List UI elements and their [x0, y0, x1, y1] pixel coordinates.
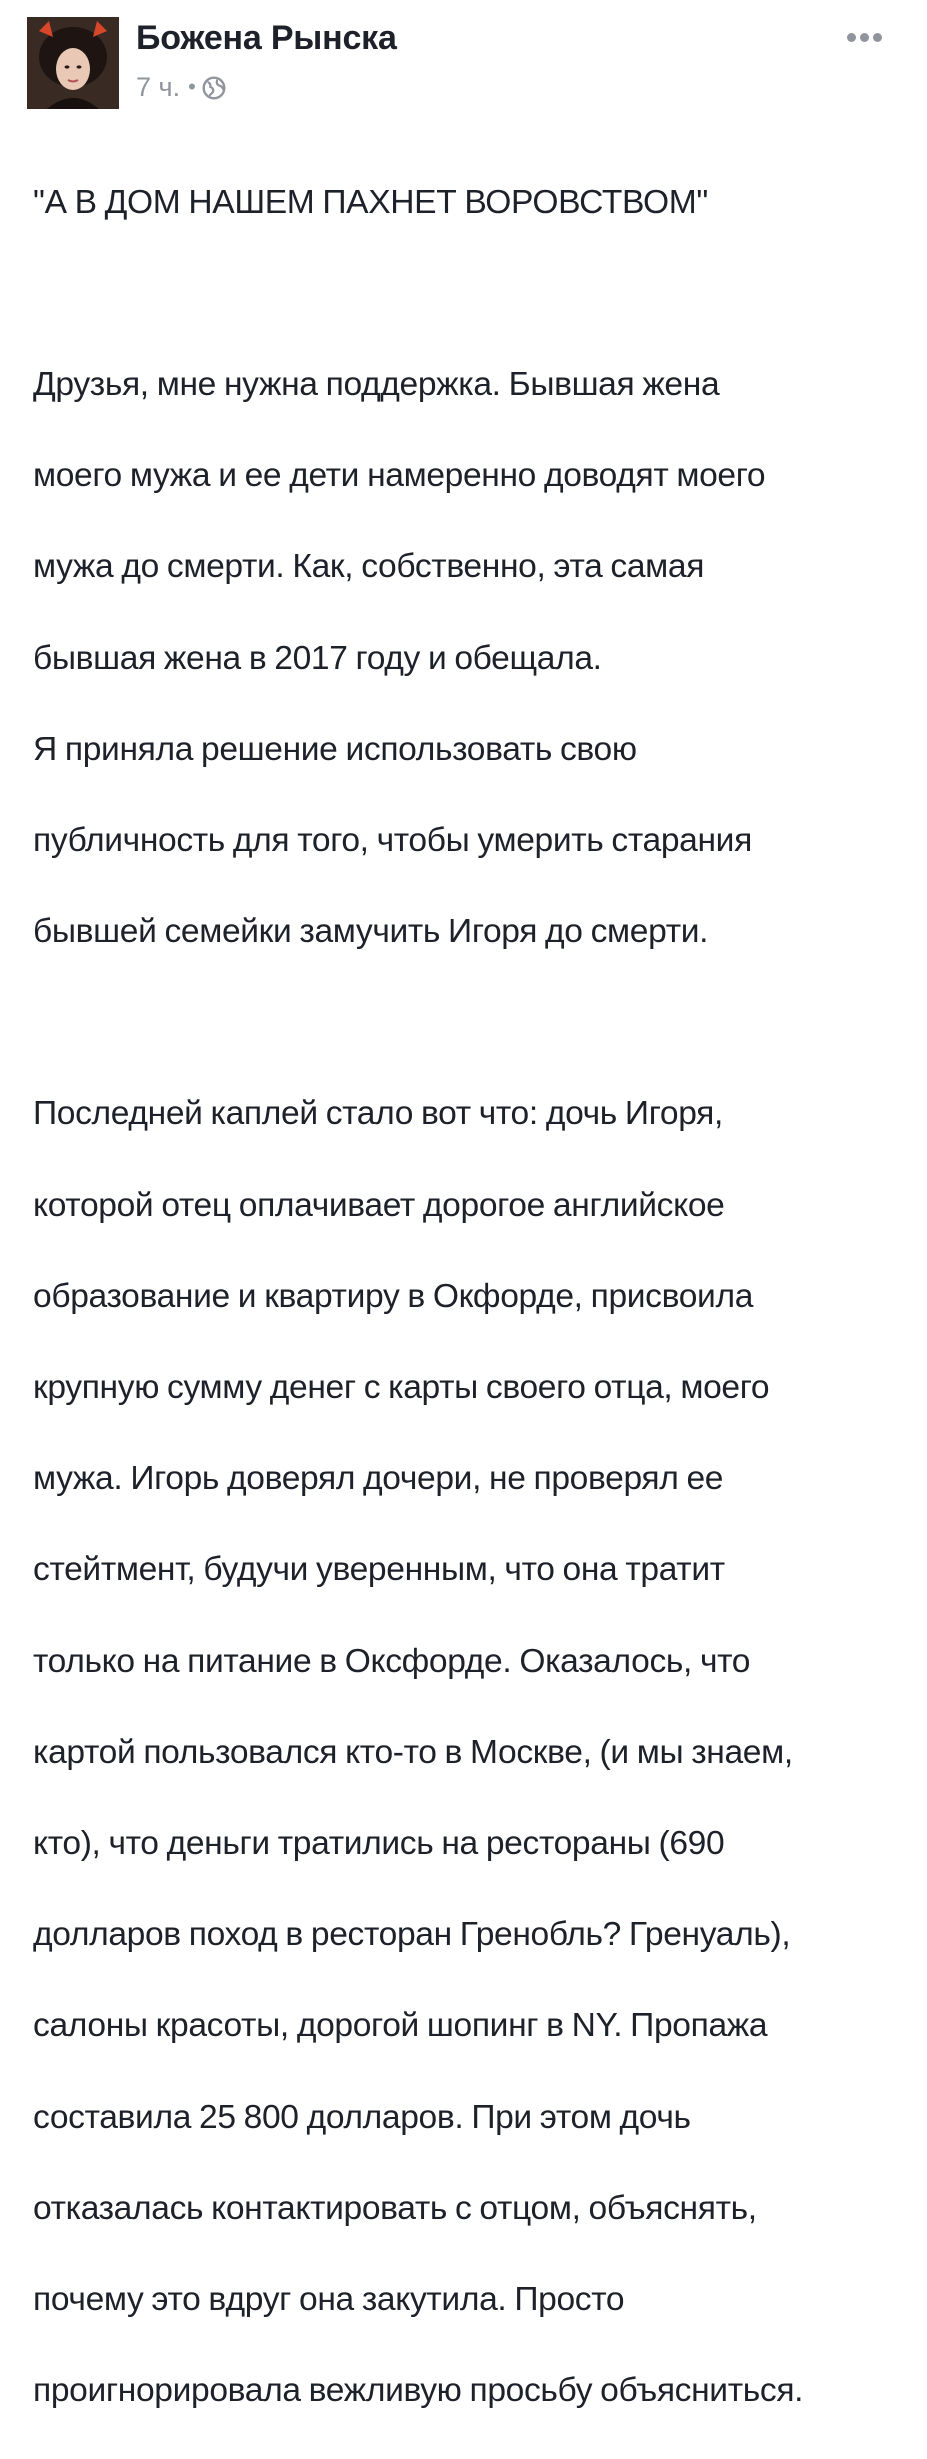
author-name[interactable]: Божена Рынска	[136, 19, 397, 57]
post-line: почему это вдруг она закутила. Просто	[33, 2280, 625, 2318]
post-line: крупную сумму денег с карты своего отца, моего	[33, 1369, 770, 1407]
avatar-image	[27, 17, 119, 109]
post-time[interactable]: 7 ч.	[136, 71, 181, 102]
post-meta	[136, 70, 226, 104]
post-text	[33, 134, 903, 2459]
post-line: только на питание в Оксфорде. Оказалось, что	[33, 1642, 751, 1680]
post-line: моего мужа и ее дети намеренно доводят моего	[33, 457, 766, 495]
globe-icon[interactable]	[202, 76, 226, 100]
post-line: бывшая жена в 2017 году и обещала.	[33, 639, 602, 677]
post-line: "А В ДОМ НАШЕМ ПАХНЕТ ВОРОВСТВОМ"	[33, 183, 708, 221]
post-line: салоны красоты, дорогой шопинг в NY. Пропажа	[33, 2007, 768, 2045]
more-options-button[interactable]	[838, 22, 890, 52]
post-line: стейтмент, будучи уверенным, что она тратит	[33, 1551, 725, 1589]
post-line: мужа. Игорь доверял дочери, не проверял ее	[33, 1460, 724, 1498]
post-line: долларов поход в ресторан Гренобль? Гренуаль),	[33, 1916, 791, 1954]
post-line: бывшей семейки замучить Игоря до смерти.	[33, 913, 709, 951]
more-dots-icon	[847, 33, 856, 42]
post-line: мужа до смерти. Как, собственно, эта самая	[33, 548, 705, 586]
post-line: Последней каплей стало вот что: дочь Игоря,	[33, 1095, 723, 1133]
post-line: которой отец оплачивает дорогое английское	[33, 1186, 725, 1224]
post-line	[33, 1000, 903, 1046]
post-line: Друзья, мне нужна поддержка. Бывшая жена	[33, 365, 720, 403]
post-line	[33, 271, 903, 317]
post-line: картой пользовался кто-то в Москве, (и мы знаем,	[33, 1733, 793, 1771]
meta-separator: •	[188, 74, 196, 99]
post-line: публичность для того, чтобы умерить старания	[33, 821, 752, 859]
post-line: Я приняла решение использовать свою	[33, 730, 637, 768]
post-line: отказалась контактировать с отцом, объяснять,	[33, 2189, 757, 2227]
post-line: составила 25 800 долларов. При этом дочь	[33, 2098, 691, 2136]
post-line: образование и квартиру в Окфорде, присвоила	[33, 1277, 754, 1315]
avatar[interactable]	[27, 17, 119, 109]
post-line: кто), что деньги тратились на рестораны (690	[33, 1824, 725, 1862]
post-line: проигнорировала вежливую просьбу объясниться.	[33, 2372, 804, 2410]
